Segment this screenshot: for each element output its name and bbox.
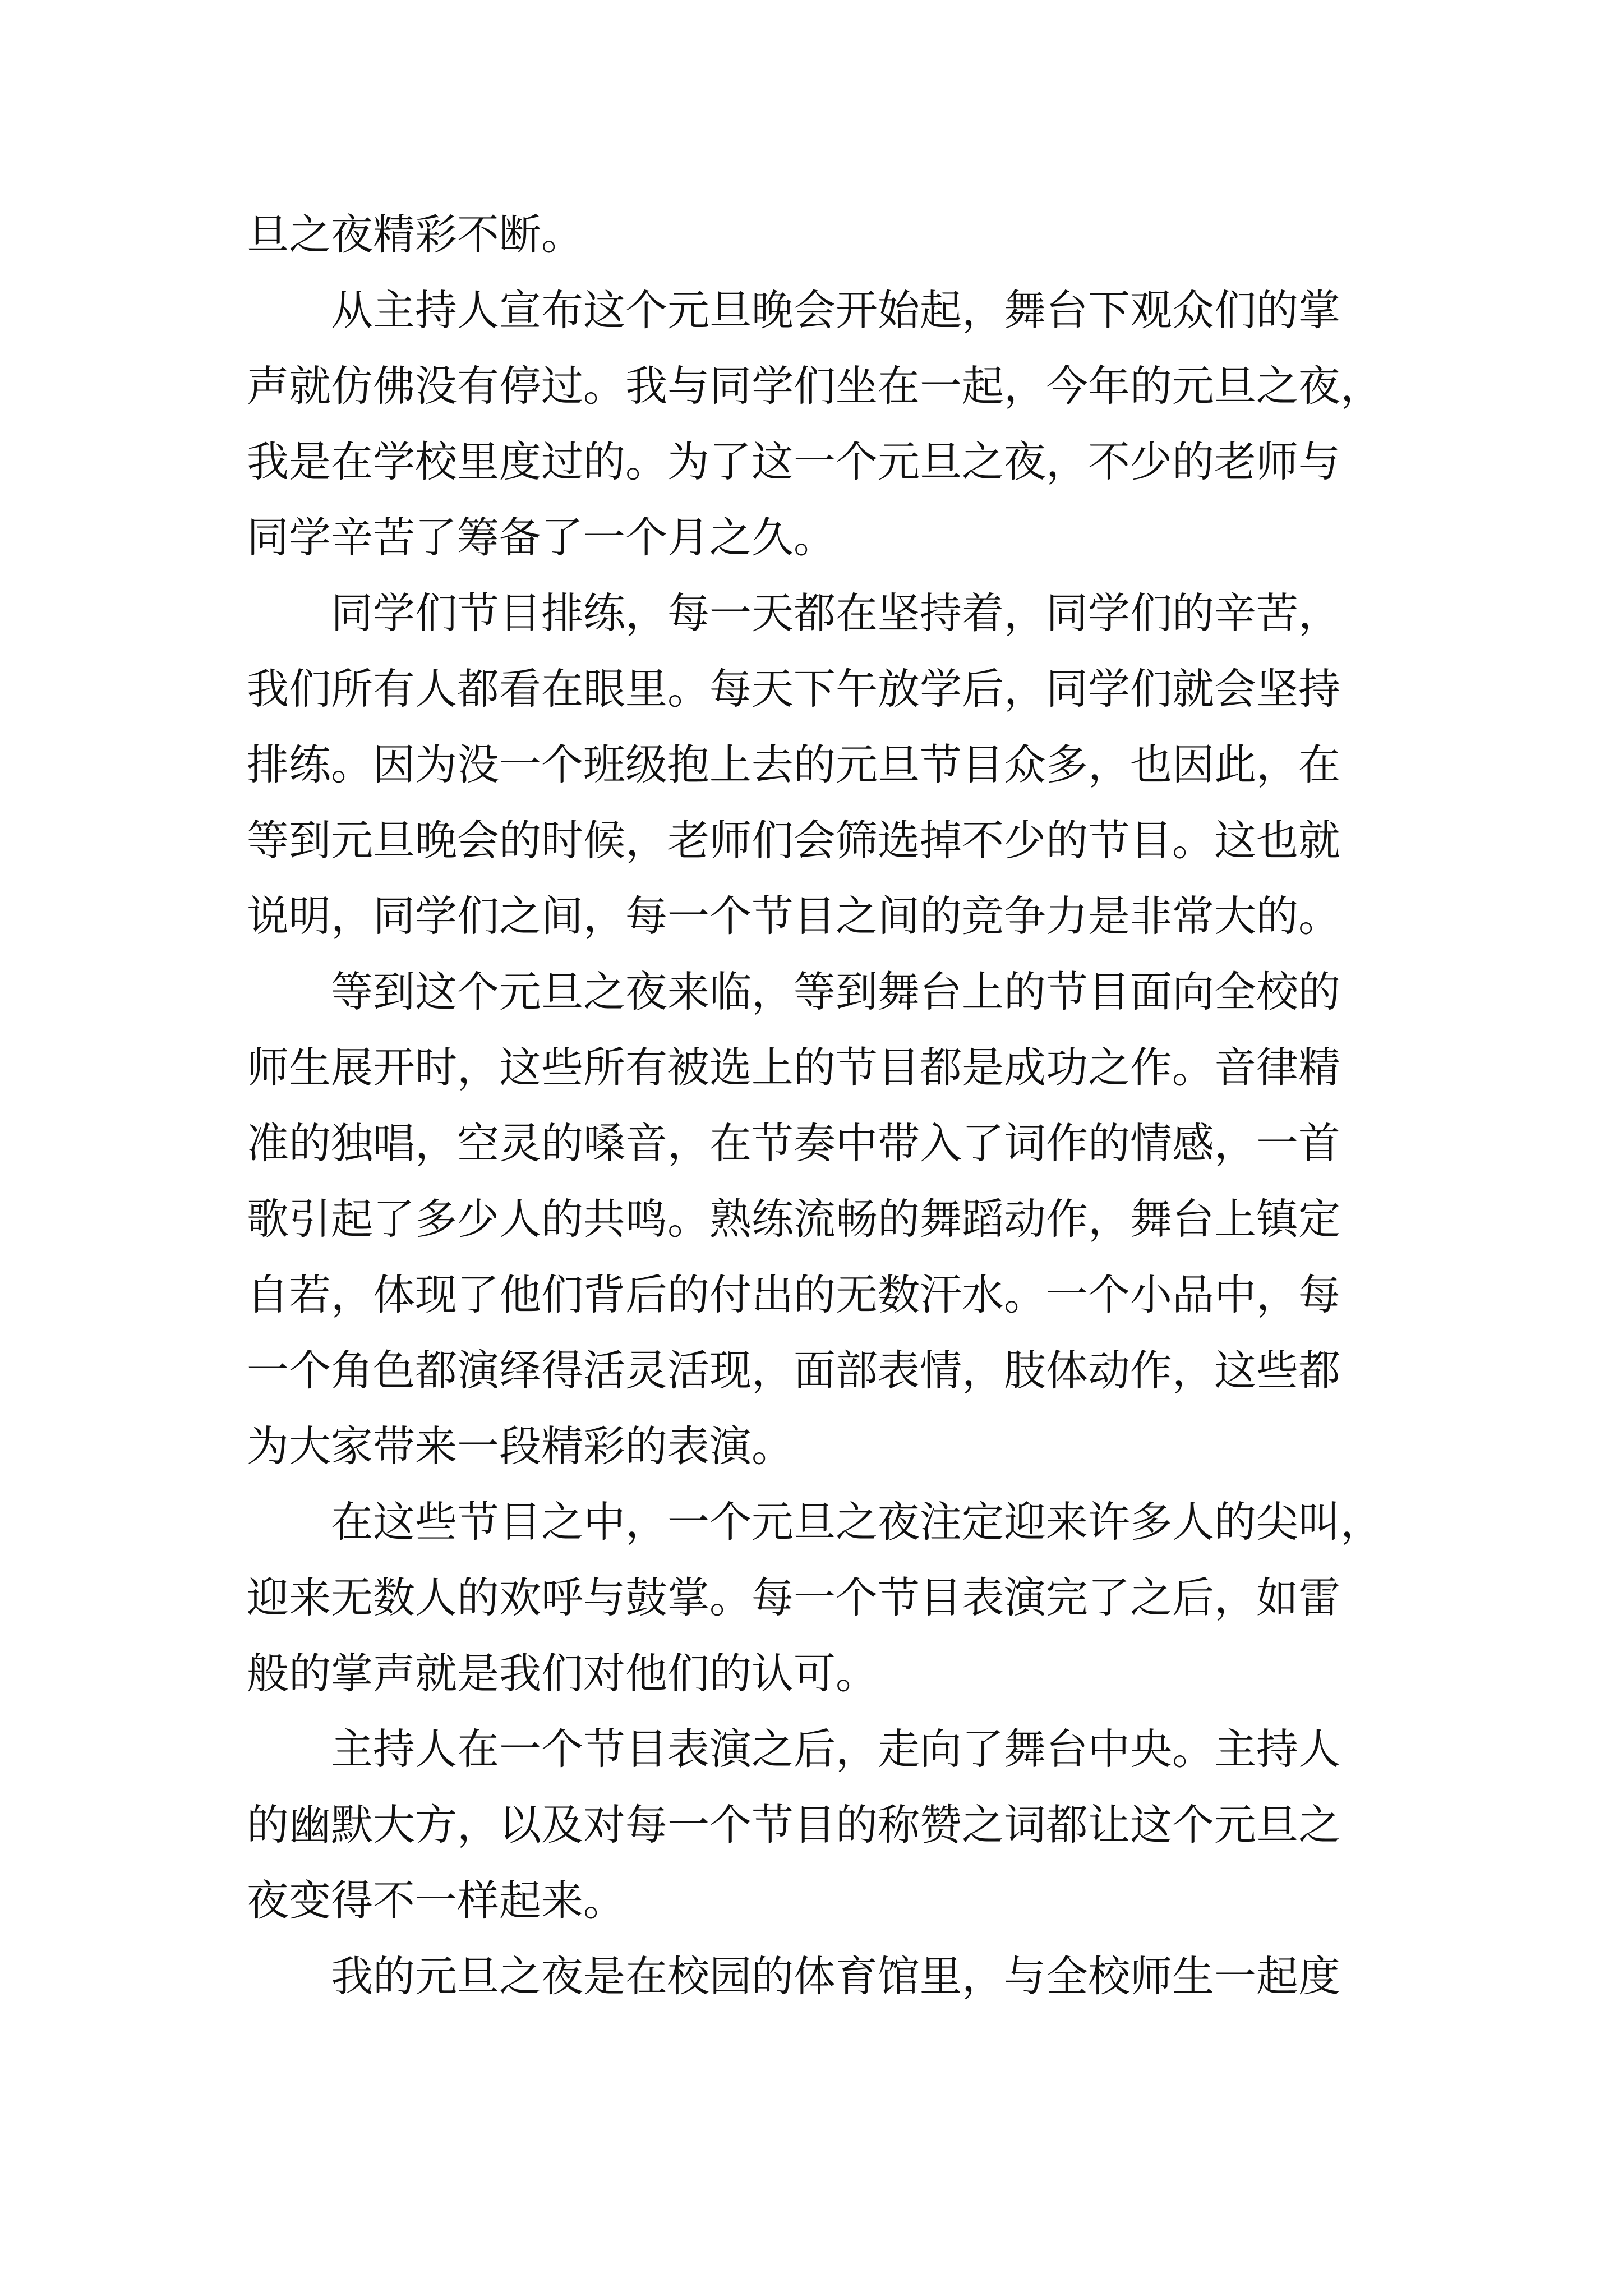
text-line: 迎来无数人的欢呼与鼓掌。每一个节目表演完了之后，如雷 — [247, 1573, 1341, 1622]
text-line: 准的独唱，空灵的嗓音，在节奏中带入了词作的情感，一首 — [247, 1119, 1341, 1168]
text-line: 我是在学校里度过的。为了这一个元旦之夜，不少的老师与 — [247, 437, 1341, 486]
text-line: 主持人在一个节目表演之后，走向了舞台中央。主持人 — [247, 1724, 1341, 1774]
text-line: 等到元旦晚会的时候，老师们会筛选掉不少的节目。这也就 — [247, 816, 1341, 865]
text-line: 排练。因为没一个班级抱上去的元旦节目众多，也因此，在 — [247, 740, 1341, 789]
text-line: 夜变得不一样起来。 — [247, 1876, 626, 1925]
text-line: 一个角色都演绎得活灵活现，面部表情，肢体动作，这些都 — [247, 1346, 1341, 1395]
text-line: 旦之夜精彩不断。 — [247, 210, 584, 259]
text-line: 师生展开时，这些所有被选上的节目都是成功之作。音律精 — [247, 1043, 1341, 1092]
text-line: 为大家带来一段精彩的表演。 — [247, 1421, 794, 1471]
text-line: 般的掌声就是我们对他们的认可。 — [247, 1649, 878, 1698]
text-line: 说明，同学们之间，每一个节目之间的竞争力是非常大的。 — [247, 891, 1341, 941]
text-line: 等到这个元旦之夜来临，等到舞台上的节目面向全校的 — [247, 967, 1341, 1016]
text-line: 我们所有人都看在眼里。每天下午放学后，同学们就会坚持 — [247, 664, 1341, 714]
text-line: 的幽默大方，以及对每一个节目的称赞之词都让这个元旦之 — [247, 1800, 1341, 1849]
text-line: 同学辛苦了筹备了一个月之久。 — [247, 513, 836, 562]
text-line: 在这些节目之中，一个元旦之夜注定迎来许多人的尖叫， — [247, 1497, 1383, 1547]
text-line: 歌引起了多少人的共鸣。熟练流畅的舞蹈动作，舞台上镇定 — [247, 1194, 1341, 1244]
text-line: 我的元旦之夜是在校园的体育馆里，与全校师生一起度 — [247, 1952, 1341, 2001]
text-line: 从主持人宣布这个元旦晚会开始起，舞台下观众们的掌 — [247, 286, 1341, 335]
text-line: 同学们节目排练，每一天都在坚持着，同学们的辛苦， — [247, 588, 1341, 638]
text-line: 自若，体现了他们背后的付出的无数汗水。一个小品中，每 — [247, 1270, 1341, 1319]
text-line: 声就仿佛没有停过。我与同学们坐在一起，今年的元旦之夜， — [247, 361, 1383, 411]
